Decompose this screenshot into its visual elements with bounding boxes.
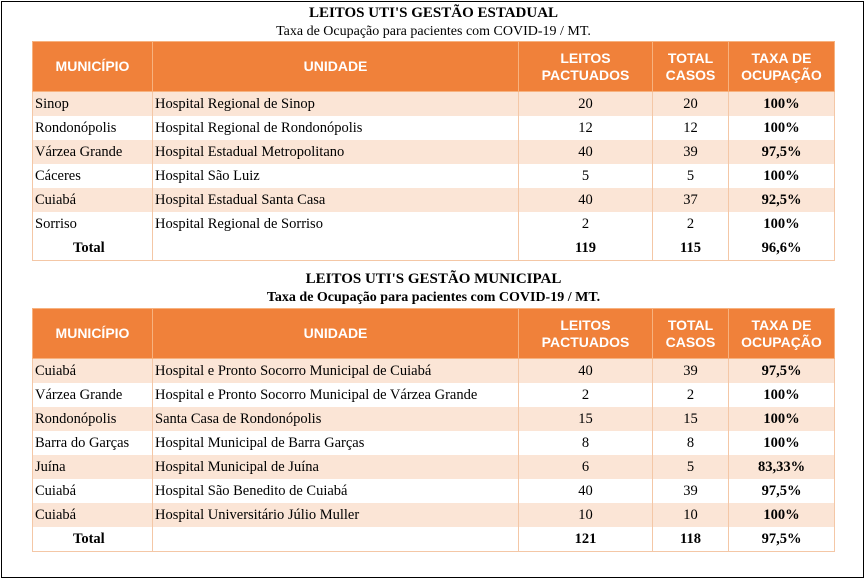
cell-casos: 10 xyxy=(653,503,729,527)
total-casos: 118 xyxy=(653,527,729,552)
cell-leitos: 2 xyxy=(519,383,653,407)
total-casos: 115 xyxy=(653,236,729,261)
table-row xyxy=(33,359,835,384)
total-row xyxy=(33,527,835,552)
table-row xyxy=(33,503,835,527)
total-leitos: 119 xyxy=(519,236,653,261)
header-taxa: TAXA DE OCUPAÇÃO xyxy=(729,309,835,359)
cell-leitos: 5 xyxy=(519,164,653,188)
cell-taxa: 100% xyxy=(729,407,835,431)
cell-unidade: Santa Casa de Rondonópolis xyxy=(153,407,519,431)
cell-municipio: Barra do Garças xyxy=(33,431,153,455)
cell-casos: 5 xyxy=(653,164,729,188)
cell-leitos: 15 xyxy=(519,407,653,431)
cell-taxa: 100% xyxy=(729,503,835,527)
cell-taxa: 100% xyxy=(729,92,835,117)
cell-leitos: 40 xyxy=(519,188,653,212)
cell-municipio: Cuiabá xyxy=(33,479,153,503)
estadual-subtitle: Taxa de Ocupação para pacientes com COVID-19 / MT. xyxy=(276,24,591,39)
header-leitos: LEITOS PACTUADOS xyxy=(519,309,653,359)
cell-unidade: Hospital e Pronto Socorro Municipal de Cuiabá xyxy=(153,359,519,384)
table-row xyxy=(33,455,835,479)
cell-taxa: 97,5% xyxy=(729,359,835,384)
cell-municipio: Cuiabá xyxy=(33,188,153,212)
cell-unidade: Hospital Regional de Rondonópolis xyxy=(153,116,519,140)
cell-leitos: 40 xyxy=(519,359,653,384)
table-row xyxy=(33,164,835,188)
cell-municipio: Sinop xyxy=(33,92,153,117)
cell-taxa: 100% xyxy=(729,383,835,407)
cell-casos: 15 xyxy=(653,407,729,431)
total-taxa: 97,5% xyxy=(729,527,835,552)
cell-casos: 2 xyxy=(653,383,729,407)
cell-taxa: 97,5% xyxy=(729,140,835,164)
cell-unidade: Hospital São Benedito de Cuiabá xyxy=(153,479,519,503)
cell-casos: 39 xyxy=(653,359,729,384)
table-row xyxy=(33,431,835,455)
table-row xyxy=(33,140,835,164)
cell-taxa: 100% xyxy=(729,212,835,236)
total-label: Total xyxy=(33,236,153,261)
header-total-casos: TOTAL CASOS xyxy=(653,309,729,359)
total-label: Total xyxy=(33,527,153,552)
cell-taxa: 83,33% xyxy=(729,455,835,479)
cell-casos: 5 xyxy=(653,455,729,479)
total-taxa: 96,6% xyxy=(729,236,835,261)
cell-leitos: 10 xyxy=(519,503,653,527)
header-leitos: LEITOS PACTUADOS xyxy=(519,42,653,92)
estadual-table xyxy=(32,41,835,261)
header-unidade: UNIDADE xyxy=(153,42,519,92)
cell-unidade: Hospital Municipal de Juína xyxy=(153,455,519,479)
cell-taxa: 100% xyxy=(729,116,835,140)
cell-municipio: Rondonópolis xyxy=(33,407,153,431)
total-empty xyxy=(153,236,519,261)
table-row xyxy=(33,116,835,140)
cell-casos: 39 xyxy=(653,479,729,503)
header-taxa: TAXA DE OCUPAÇÃO xyxy=(729,42,835,92)
cell-leitos: 2 xyxy=(519,212,653,236)
cell-casos: 20 xyxy=(653,92,729,117)
cell-leitos: 40 xyxy=(519,140,653,164)
cell-casos: 12 xyxy=(653,116,729,140)
total-leitos: 121 xyxy=(519,527,653,552)
header-total-casos: TOTAL CASOS xyxy=(653,42,729,92)
cell-taxa: 100% xyxy=(729,431,835,455)
cell-municipio: Sorriso xyxy=(33,212,153,236)
cell-municipio: Cuiabá xyxy=(33,359,153,384)
estadual-header-row xyxy=(33,42,835,92)
cell-taxa: 92,5% xyxy=(729,188,835,212)
municipal-header-row xyxy=(33,309,835,359)
cell-unidade: Hospital São Luiz xyxy=(153,164,519,188)
header-municipio: MUNICÍPIO xyxy=(33,42,153,92)
table-row xyxy=(33,188,835,212)
cell-unidade: Hospital e Pronto Socorro Municipal de Várzea Grande xyxy=(153,383,519,407)
municipal-subtitle: Taxa de Ocupação para pacientes com COVID-19 / MT. xyxy=(266,290,601,305)
cell-unidade: Hospital Municipal de Barra Garças xyxy=(153,431,519,455)
cell-leitos: 6 xyxy=(519,455,653,479)
table-row xyxy=(33,92,835,117)
cell-unidade: Hospital Regional de Sinop xyxy=(153,92,519,117)
municipal-table xyxy=(32,308,835,552)
cell-municipio: Várzea Grande xyxy=(33,140,153,164)
cell-casos: 39 xyxy=(653,140,729,164)
cell-unidade: Hospital Universitário Júlio Muller xyxy=(153,503,519,527)
cell-taxa: 97,5% xyxy=(729,479,835,503)
table-row xyxy=(33,383,835,407)
estadual-title: LEITOS UTI'S GESTÃO ESTADUAL xyxy=(308,5,559,21)
cell-leitos: 12 xyxy=(519,116,653,140)
cell-municipio: Várzea Grande xyxy=(33,383,153,407)
cell-municipio: Cáceres xyxy=(33,164,153,188)
total-empty xyxy=(153,527,519,552)
cell-casos: 8 xyxy=(653,431,729,455)
cell-casos: 37 xyxy=(653,188,729,212)
cell-taxa: 100% xyxy=(729,164,835,188)
cell-leitos: 40 xyxy=(519,479,653,503)
table-row xyxy=(33,407,835,431)
cell-municipio: Juína xyxy=(33,455,153,479)
cell-municipio: Rondonópolis xyxy=(33,116,153,140)
table-row xyxy=(33,479,835,503)
header-unidade: UNIDADE xyxy=(153,309,519,359)
header-municipio: MUNICÍPIO xyxy=(33,309,153,359)
cell-unidade: Hospital Regional de Sorriso xyxy=(153,212,519,236)
cell-leitos: 20 xyxy=(519,92,653,117)
cell-unidade: Hospital Estadual Metropolitano xyxy=(153,140,519,164)
table-row xyxy=(33,212,835,236)
cell-leitos: 8 xyxy=(519,431,653,455)
total-row xyxy=(33,236,835,261)
cell-casos: 2 xyxy=(653,212,729,236)
municipal-title: LEITOS UTI'S GESTÃO MUNICIPAL xyxy=(305,271,562,287)
cell-unidade: Hospital Estadual Santa Casa xyxy=(153,188,519,212)
cell-municipio: Cuiabá xyxy=(33,503,153,527)
